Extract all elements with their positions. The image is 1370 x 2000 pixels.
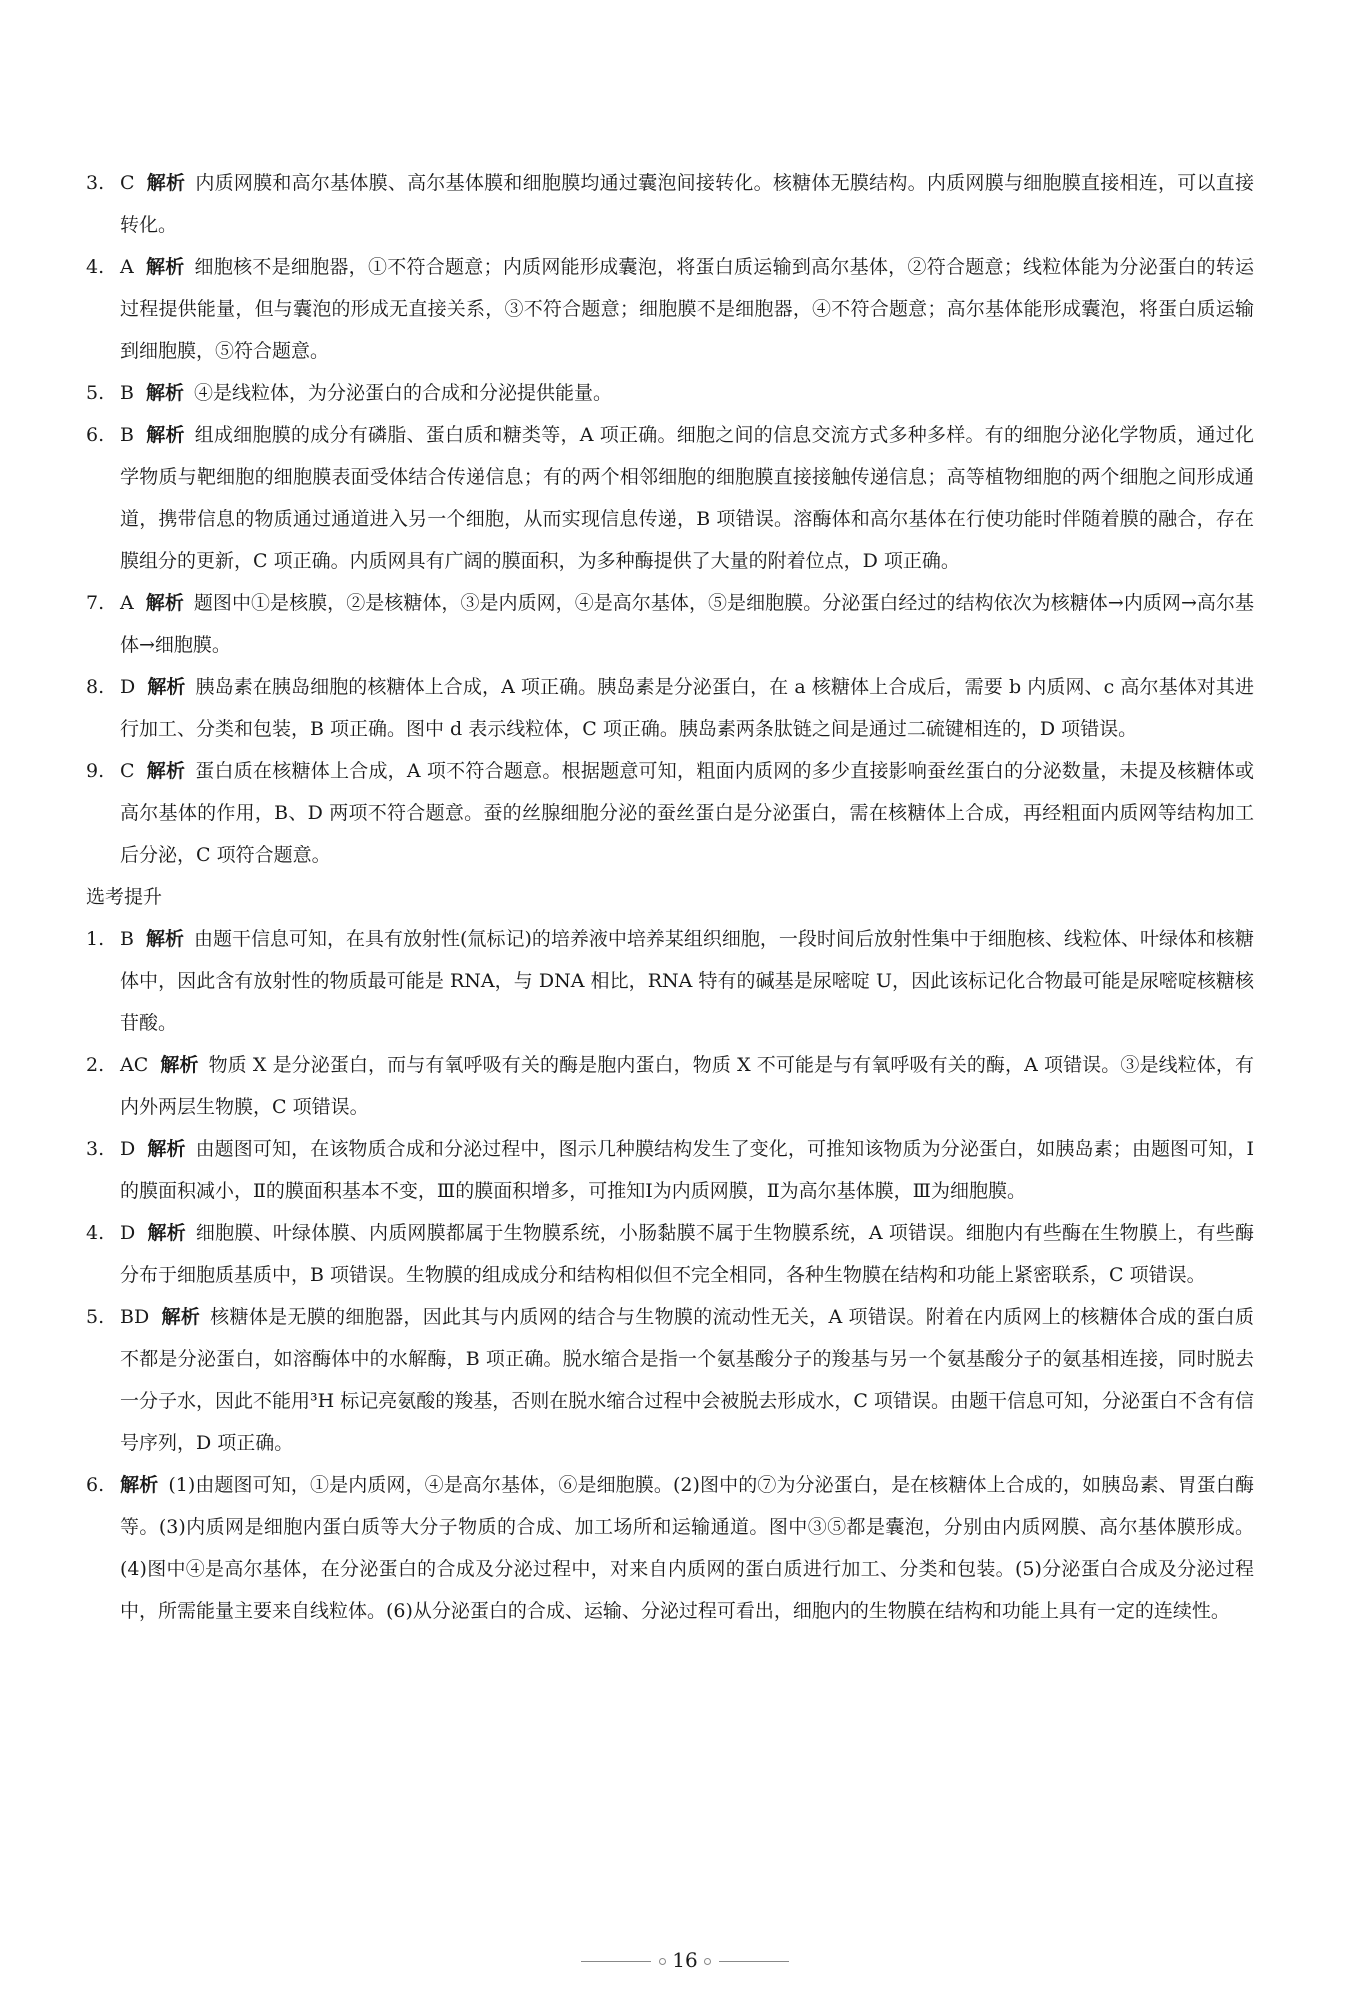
answer-item <box>86 1128 1254 1212</box>
answer-item <box>86 1212 1254 1296</box>
answer-choice: B <box>120 382 134 404</box>
answer-item <box>86 666 1254 750</box>
analysis-label: 解析 <box>146 760 186 782</box>
answer-item <box>86 414 1254 582</box>
answer-item <box>86 1464 1254 1632</box>
answer-item <box>86 246 1254 372</box>
analysis-text: 细胞膜、叶绿体膜、内质网膜都属于生物膜系统，小肠黏膜不属于生物膜系统，A 项错误。细胞内有些酶在生物膜上，有些酶分布于细胞质基质中，B 项错误。生物膜的组成成分和结构相似但不完全相同，各种生物膜在结构和功能上紧密联系，C 项错误。 <box>120 1222 1254 1286</box>
answer-item <box>86 918 1254 1044</box>
answer-number: 6. <box>86 1474 105 1496</box>
analysis-text: 由题干信息可知，在具有放射性(氚标记)的培养液中培养某组织细胞，一段时间后放射性集中于细胞核、线粒体、叶绿体和核糖体中，因此含有放射性的物质最可能是 RNA，与 DNA 相比，RNA 特有的碱基是尿嘧啶 U，因此该标记化合物最可能是尿嘧啶核糖核苷酸。 <box>120 928 1254 1034</box>
answer-number: 8. <box>86 676 105 698</box>
analysis-text: (1)由题图可知，①是内质网，④是高尔基体，⑥是细胞膜。(2)图中的⑦为分泌蛋白，是在核糖体上合成的，如胰岛素、胃蛋白酶等。(3)内质网是细胞内蛋白质等大分子物质的合成、加工场所和运输通道。图中③⑤都是囊泡，分别由内质网膜、高尔基体膜形成。(4)图中④是高尔基体，在分泌蛋白的合成及分泌过程中，对来自内质网的蛋白质进行加工、分类和包装。(5)分泌蛋白合成及分泌过程中，所需能量主要来自线粒体。(6)从分泌蛋白的合成、运输、分泌过程可看出，细胞内的生物膜在结构和功能上具有一定的连续性。 <box>120 1474 1254 1622</box>
analysis-text: 蛋白质在核糖体上合成，A 项不符合题意。根据题意可知，粗面内质网的多少直接影响蚕丝蛋白的分泌数量，未提及核糖体或高尔基体的作用，B、D 两项不符合题意。蚕的丝腺细胞分泌的蚕丝蛋白是分泌蛋白，需在核糖体上合成，再经粗面内质网等结构加工后分泌，C 项符合题意。 <box>120 760 1254 866</box>
analysis-text: 物质 X 是分泌蛋白，而与有氧呼吸有关的酶是胞内蛋白，物质 X 不可能是与有氧呼吸有关的酶，A 项错误。③是线粒体，有内外两层生物膜，C 项错误。 <box>120 1054 1254 1118</box>
analysis-label: 解析 <box>120 1474 159 1496</box>
answer-page <box>86 162 1254 1632</box>
answer-item <box>86 372 1254 414</box>
answer-number: 3. <box>86 1138 105 1160</box>
analysis-label: 解析 <box>147 676 186 698</box>
answer-item <box>86 162 1254 246</box>
answer-choice: C <box>120 172 135 194</box>
footer-rule-right <box>719 1961 789 1962</box>
answers-part2 <box>86 918 1254 1632</box>
analysis-text: ④是线粒体，为分泌蛋白的合成和分泌提供能量。 <box>193 382 612 404</box>
analysis-label: 解析 <box>147 1222 186 1244</box>
answer-choice: B <box>120 424 134 446</box>
analysis-label: 解析 <box>145 424 185 446</box>
answers-part1 <box>86 162 1254 876</box>
answer-item <box>86 582 1254 666</box>
analysis-text: 题图中①是核膜，②是核糖体，③是内质网，④是高尔基体，⑤是细胞膜。分泌蛋白经过的结构依次为核糖体→内质网→高尔基体→细胞膜。 <box>120 592 1254 656</box>
answer-number: 2. <box>86 1054 105 1076</box>
answer-item <box>86 1044 1254 1128</box>
answer-choice: D <box>120 1138 136 1160</box>
analysis-text: 由题图可知，在该物质合成和分泌过程中，图示几种膜结构发生了变化，可推知该物质为分泌蛋白，如胰岛素；由题图可知，Ⅰ的膜面积减小，Ⅱ的膜面积基本不变，Ⅲ的膜面积增多，可推知Ⅰ为内质网膜，Ⅱ为高尔基体膜，Ⅲ为细胞膜。 <box>120 1138 1254 1202</box>
answer-number: 7. <box>86 592 105 614</box>
analysis-label: 解析 <box>160 1054 199 1076</box>
analysis-text: 内质网膜和高尔基体膜、高尔基体膜和细胞膜均通过囊泡间接转化。核糖体无膜结构。内质网膜与细胞膜直接相连，可以直接转化。 <box>120 172 1254 236</box>
page-footer <box>0 1948 1370 1972</box>
analysis-label: 解析 <box>145 928 184 950</box>
analysis-label: 解析 <box>145 592 184 614</box>
answer-item <box>86 1296 1254 1464</box>
analysis-text: 核糖体是无膜的细胞器，因此其与内质网的结合与生物膜的流动性无关，A 项错误。附着在内质网上的核糖体合成的蛋白质不都是分泌蛋白，如溶酶体中的水解酶，B 项正确。脱水缩合是指一个氨基酸分子的羧基与另一个氨基酸分子的氨基相连接，同时脱去一分子水，因此不能用³H 标记亮氨酸的羧基，否则在脱水缩合过程中会被脱去形成水，C 项错误。由题干信息可知，分泌蛋白不含有信号序列，D 项正确。 <box>120 1306 1254 1454</box>
answer-number: 5. <box>86 382 105 404</box>
analysis-label: 解析 <box>146 172 186 194</box>
answer-choice: B <box>120 928 134 950</box>
footer-rule-left <box>581 1961 651 1962</box>
answer-item <box>86 750 1254 876</box>
footer-dot-right <box>704 1958 711 1965</box>
answer-number: 5. <box>86 1306 105 1328</box>
answer-choice: BD <box>120 1306 150 1328</box>
answer-number: 3. <box>86 172 105 194</box>
answer-choice: AC <box>120 1054 149 1076</box>
section-title: 选考提升 <box>86 886 163 908</box>
answer-choice: A <box>120 256 134 278</box>
footer-dot-left <box>659 1958 666 1965</box>
answer-choice: C <box>120 760 135 782</box>
analysis-text: 胰岛素在胰岛细胞的核糖体上合成，A 项正确。胰岛素是分泌蛋白，在 a 核糖体上合成后，需要 b 内质网、c 高尔基体对其进行加工、分类和包装，B 项正确。图中 d 表示线粒体，C 项正确。胰岛素两条肽链之间是通过二硫键相连的，D 项错误。 <box>120 676 1254 740</box>
analysis-label: 解析 <box>145 382 184 404</box>
answer-number: 4. <box>86 256 105 278</box>
answer-choice: D <box>120 676 136 698</box>
analysis-text: 细胞核不是细胞器，①不符合题意；内质网能形成囊泡，将蛋白质运输到高尔基体，②符合题意；线粒体能为分泌蛋白的转运过程提供能量，但与囊泡的形成无直接关系，③不符合题意；细胞膜不是细胞器，④不符合题意；高尔基体能形成囊泡，将蛋白质运输到细胞膜，⑤符合题意。 <box>120 256 1254 362</box>
analysis-label: 解析 <box>147 1138 186 1160</box>
answer-number: 4. <box>86 1222 105 1244</box>
answer-number: 1. <box>86 928 105 950</box>
analysis-text: 组成细胞膜的成分有磷脂、蛋白质和糖类等，A 项正确。细胞之间的信息交流方式多种多样。有的细胞分泌化学物质，通过化学物质与靶细胞的细胞膜表面受体结合传递信息；有的两个相邻细胞的细胞膜直接接触传递信息；高等植物细胞的两个细胞之间形成通道，携带信息的物质通过通道进入另一个细胞，从而实现信息传递，B 项错误。溶酶体和高尔基体在行使功能时伴随着膜的融合，存在膜组分的更新，C 项正确。内质网具有广阔的膜面积，为多种酶提供了大量的附着位点，D 项正确。 <box>120 424 1254 572</box>
page-number: 16 <box>672 1948 698 1972</box>
answer-choice: D <box>120 1222 136 1244</box>
answer-choice: A <box>120 592 134 614</box>
analysis-label: 解析 <box>161 1306 201 1328</box>
answer-number: 6. <box>86 424 105 446</box>
answer-number: 9. <box>86 760 105 782</box>
analysis-label: 解析 <box>145 256 185 278</box>
